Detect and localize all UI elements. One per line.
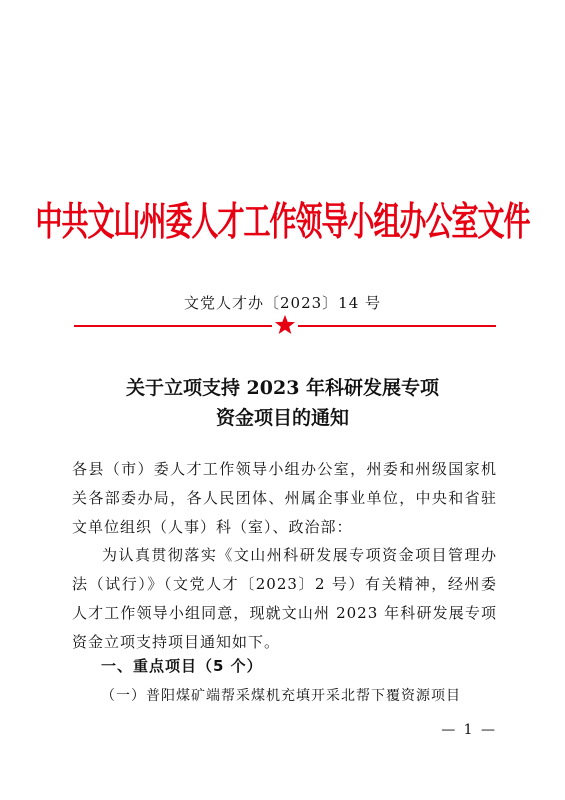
recipients-paragraph: 各县（市）委人才工作领导小组办公室，州委和州级国家机关各部委办局，各人民团体、州属企事业单位，中央和省驻文单位组织（人事）科（室）、政治部： [72,460,497,536]
notice-title [0,373,565,433]
subsection-heading-project-1: （一）普阳煤矿端帮采煤机充填开采北帮下覆资源项目 [101,688,461,704]
notice-title-line-1: 关于立项支持 2023 年科研发展专项 [125,377,440,399]
red-divider-left [74,325,272,327]
star-icon [274,314,296,336]
section-heading-key-projects: 一、重点项目（5 个） [101,657,263,675]
page-number: — 1 — [441,722,497,738]
document-number: 文党人才办〔2023〕14 号 [183,294,382,312]
issuer-header-title: 中共文山州委人才工作领导小组办公室文件 [35,200,530,246]
red-divider-right [298,325,496,327]
intro-paragraph: 为认真贯彻落实《文山州科研发展专项资金项目管理办法（试行）》（文党人才〔2023〕2 号）有关精神，经州委人才工作领导小组同意，现就文山州 2023 年科研发展专项资金立项支持项目通知如下。 [72,546,497,651]
notice-title-line-2: 资金项目的通知 [215,407,349,429]
